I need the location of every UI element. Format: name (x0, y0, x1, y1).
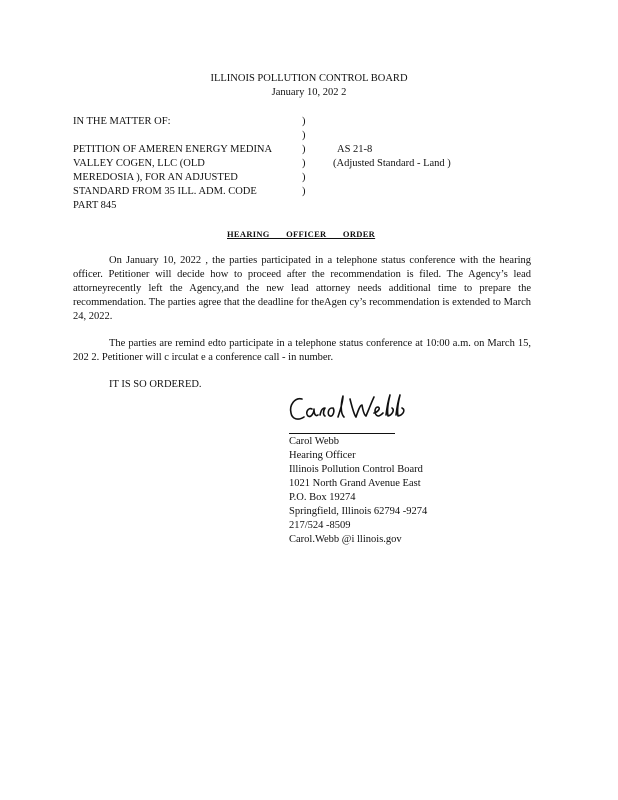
paren: ) (302, 130, 306, 141)
signer-phone: 217/524 -8509 (289, 520, 351, 531)
handwritten-signature (286, 393, 416, 429)
order-paragraph-1: On January 10, 2022 , the parties participated in a telephone status conference with the hearing officer. Petitioner will decide how to proceed after the recommendation is filed. The Agency’s lead attorneyrecently left the Agency,and the new lead attorney needs additional time to prepare the recommendation. The parties agree that the deadline for theAgen cy’s recommendation is extended to March 24, 2022. (73, 255, 531, 322)
paren: ) (302, 116, 306, 127)
caption-line: PETITION OF AMEREN ENERGY MEDINA (73, 144, 273, 155)
case-number: AS 21-8 (337, 144, 373, 155)
signer-po-box: P.O. Box 19274 (289, 492, 356, 503)
signature-block (289, 435, 427, 547)
case-type: (Adjusted Standard - Land ) (333, 158, 451, 169)
order-title: HEARING OFFICER ORDER (227, 229, 376, 239)
case-caption (73, 115, 272, 213)
caption-line: VALLEY COGEN, LLC (OLD (73, 158, 205, 169)
order-closing: IT IS SO ORDERED. (109, 379, 202, 390)
caption-line: STANDARD FROM 35 ILL. ADM. CODE (73, 186, 257, 197)
caption-line: PART 845 (73, 200, 117, 211)
signer-title: Hearing Officer (289, 450, 356, 461)
caption-line: IN THE MATTER OF: (73, 116, 171, 127)
signer-street: 1021 North Grand Avenue East (289, 478, 421, 489)
paren: ) (302, 144, 306, 155)
caption-parens (302, 115, 306, 199)
signature-line (289, 433, 395, 434)
caption-line (73, 129, 272, 143)
signer-name: Carol Webb (289, 436, 339, 447)
agency-header: ILLINOIS POLLUTION CONTROL BOARD (210, 73, 408, 84)
order-date: January 10, 202 2 (271, 87, 347, 98)
paren: ) (302, 158, 306, 169)
order-paragraph-2: The parties are remind edto participate in a telephone status conference at 10:00 a.m. on March 15, 202 2. Petitioner will c irculat e a conference call - in number. (73, 338, 531, 363)
paren: ) (302, 186, 306, 197)
signer-city: Springfield, Illinois 62794 -9274 (289, 506, 428, 517)
caption-line: MEREDOSIA ), FOR AN ADJUSTED (73, 172, 238, 183)
paren: ) (302, 172, 306, 183)
case-identifier (333, 143, 451, 171)
signer-agency: Illinois Pollution Control Board (289, 464, 423, 475)
signer-email: Carol.Webb @i llinois.gov (289, 534, 402, 545)
